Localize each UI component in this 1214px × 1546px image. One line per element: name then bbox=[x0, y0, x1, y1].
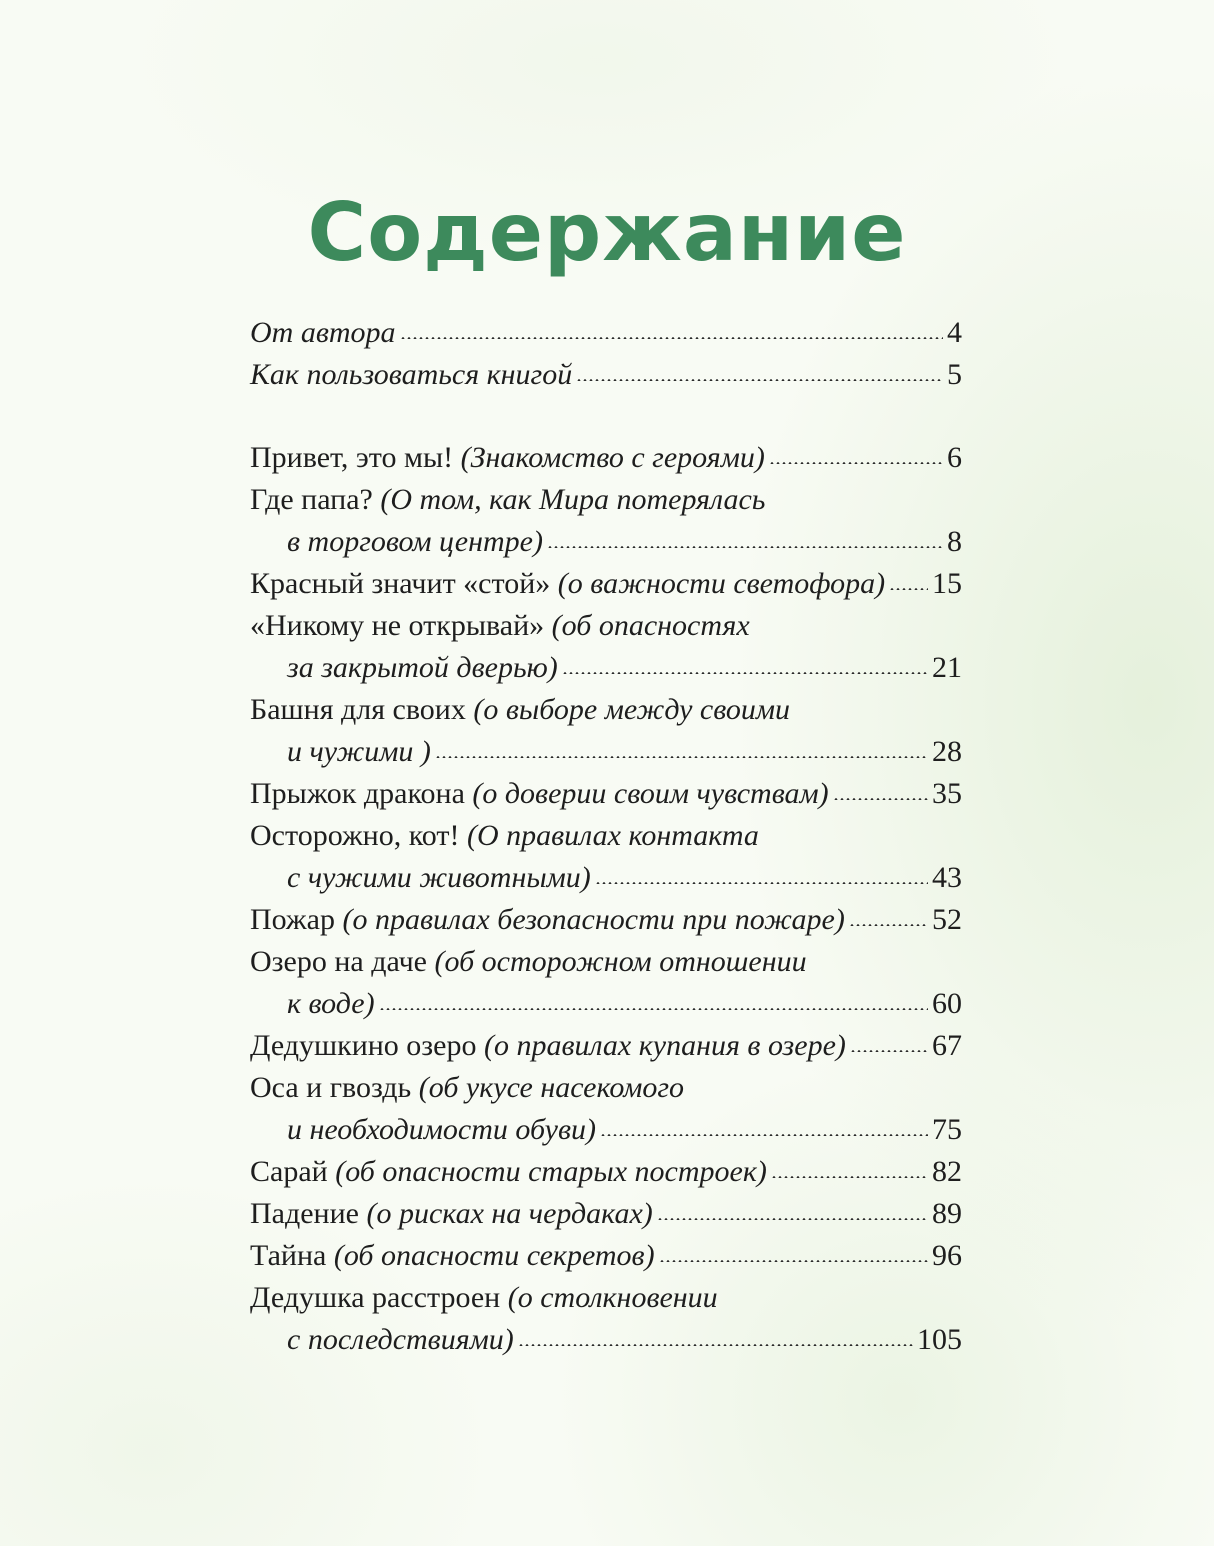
toc-chapter-entry[interactable] bbox=[250, 1193, 962, 1235]
dot-leader bbox=[400, 337, 943, 339]
chapter-title: Башня для своих bbox=[250, 693, 466, 726]
dot-leader bbox=[833, 798, 928, 800]
toc-page-number: 43 bbox=[932, 861, 962, 894]
chapter-description: (об опасности старых построек) bbox=[335, 1155, 767, 1188]
toc-entry-author-note[interactable] bbox=[250, 312, 962, 354]
chapter-description: (о столкновении bbox=[507, 1281, 718, 1314]
dot-leader bbox=[889, 588, 928, 590]
dot-leader bbox=[849, 924, 928, 926]
dot-leader bbox=[435, 756, 928, 758]
dot-leader bbox=[657, 1218, 928, 1220]
toc-chapter-entry[interactable] bbox=[250, 689, 962, 773]
chapter-description: (о доверии своим чувствам) bbox=[472, 777, 829, 810]
toc-page-number: 60 bbox=[932, 987, 962, 1020]
chapter-title: Оса и гвоздь bbox=[250, 1071, 412, 1104]
chapter-title: Озеро на даче bbox=[250, 945, 427, 978]
dot-leader bbox=[576, 379, 943, 381]
chapter-title: Пожар bbox=[250, 903, 335, 936]
chapter-description: (о правилах безопасности при пожаре) bbox=[342, 903, 845, 936]
toc-page-number: 6 bbox=[947, 441, 962, 474]
chapter-description: (об укусе насекомого bbox=[418, 1071, 685, 1104]
dot-leader bbox=[518, 1344, 913, 1346]
chapter-title: Где папа? bbox=[250, 483, 373, 516]
toc-chapter-entry[interactable] bbox=[250, 437, 962, 479]
toc-page-number: 82 bbox=[932, 1155, 962, 1188]
table-of-contents bbox=[250, 312, 962, 1361]
toc-page-number: 15 bbox=[932, 567, 962, 600]
chapter-description-continued: и необходимости обуви) bbox=[287, 1113, 596, 1146]
chapter-description: (о выборе между своими bbox=[473, 693, 790, 726]
dot-leader bbox=[659, 1260, 928, 1262]
toc-page-number: 67 bbox=[932, 1029, 962, 1062]
toc-page-number: 35 bbox=[932, 777, 962, 810]
chapter-description: (о рисках на чердаках) bbox=[366, 1197, 653, 1230]
dot-leader bbox=[547, 546, 943, 548]
toc-entry-label: Как пользоваться книгой bbox=[250, 358, 573, 391]
dot-leader bbox=[379, 1008, 928, 1010]
chapter-description-continued: в торговом центре) bbox=[287, 525, 543, 558]
chapter-title: Тайна bbox=[250, 1239, 327, 1272]
toc-page-number: 52 bbox=[932, 903, 962, 936]
toc-page-number: 5 bbox=[947, 358, 962, 391]
chapter-title: Осторожно, кот! bbox=[250, 819, 460, 852]
toc-page-number: 75 bbox=[932, 1113, 962, 1146]
toc-page-number: 89 bbox=[932, 1197, 962, 1230]
chapter-description: (о правилах купания в озере) bbox=[483, 1029, 846, 1062]
chapter-description: (о важности светофора) bbox=[557, 567, 886, 600]
chapter-description: (об осторожном отношении bbox=[434, 945, 807, 978]
toc-entry-how-to-use[interactable] bbox=[250, 354, 962, 396]
toc-chapter-entry[interactable] bbox=[250, 773, 962, 815]
dot-leader bbox=[600, 1134, 928, 1136]
section-gap bbox=[250, 396, 962, 437]
toc-page-number: 105 bbox=[917, 1323, 962, 1356]
toc-chapter-entry[interactable] bbox=[250, 815, 962, 899]
chapter-title: Дедушкино озеро bbox=[250, 1029, 477, 1062]
chapter-title: Дедушка расстроен bbox=[250, 1281, 501, 1314]
dot-leader bbox=[850, 1050, 928, 1052]
dot-leader bbox=[771, 1176, 928, 1178]
chapter-description: (О правилах контакта bbox=[467, 819, 759, 852]
toc-chapter-entry[interactable] bbox=[250, 941, 962, 1025]
chapter-description-continued: с последствиями) bbox=[287, 1323, 514, 1356]
toc-chapter-entry[interactable] bbox=[250, 563, 962, 605]
chapter-title: Красный значит «стой» bbox=[250, 567, 551, 600]
dot-leader bbox=[769, 462, 943, 464]
chapter-description-continued: к воде) bbox=[287, 987, 375, 1020]
toc-page-number: 28 bbox=[932, 735, 962, 768]
chapter-description: (об опасности секретов) bbox=[333, 1239, 655, 1272]
toc-chapter-entry[interactable] bbox=[250, 1235, 962, 1277]
toc-entry-label: От автора bbox=[250, 316, 396, 349]
chapter-title: Сарай bbox=[250, 1155, 328, 1188]
toc-chapter-entry[interactable] bbox=[250, 1277, 962, 1361]
toc-page-number: 21 bbox=[932, 651, 962, 684]
chapter-title: Падение bbox=[250, 1197, 359, 1230]
chapter-description: (об опасностях bbox=[551, 609, 750, 642]
chapter-title: «Никому не открывай» bbox=[250, 609, 545, 642]
toc-chapter-entry[interactable] bbox=[250, 1025, 962, 1067]
chapter-description-continued: за закрытой дверью) bbox=[287, 651, 558, 684]
toc-chapter-entry[interactable] bbox=[250, 1151, 962, 1193]
toc-chapter-entry[interactable] bbox=[250, 605, 962, 689]
toc-page-number: 8 bbox=[947, 525, 962, 558]
toc-chapter-entry[interactable] bbox=[250, 899, 962, 941]
chapter-title: Привет, это мы! bbox=[250, 441, 454, 474]
page-title: Содержание bbox=[307, 186, 907, 279]
dot-leader bbox=[562, 672, 928, 674]
chapter-title: Прыжок дракона bbox=[250, 777, 465, 810]
toc-chapter-entry[interactable] bbox=[250, 1067, 962, 1151]
toc-chapter-entry[interactable] bbox=[250, 479, 962, 563]
toc-page-number: 96 bbox=[932, 1239, 962, 1272]
chapter-description: (Знакомство с героями) bbox=[460, 441, 765, 474]
chapter-description-continued: с чужими животными) bbox=[287, 861, 591, 894]
chapter-description: (О том, как Мира потерялась bbox=[380, 483, 766, 516]
toc-page-number: 4 bbox=[947, 316, 962, 349]
dot-leader bbox=[595, 882, 928, 884]
chapter-description-continued: и чужими ) bbox=[287, 735, 431, 768]
